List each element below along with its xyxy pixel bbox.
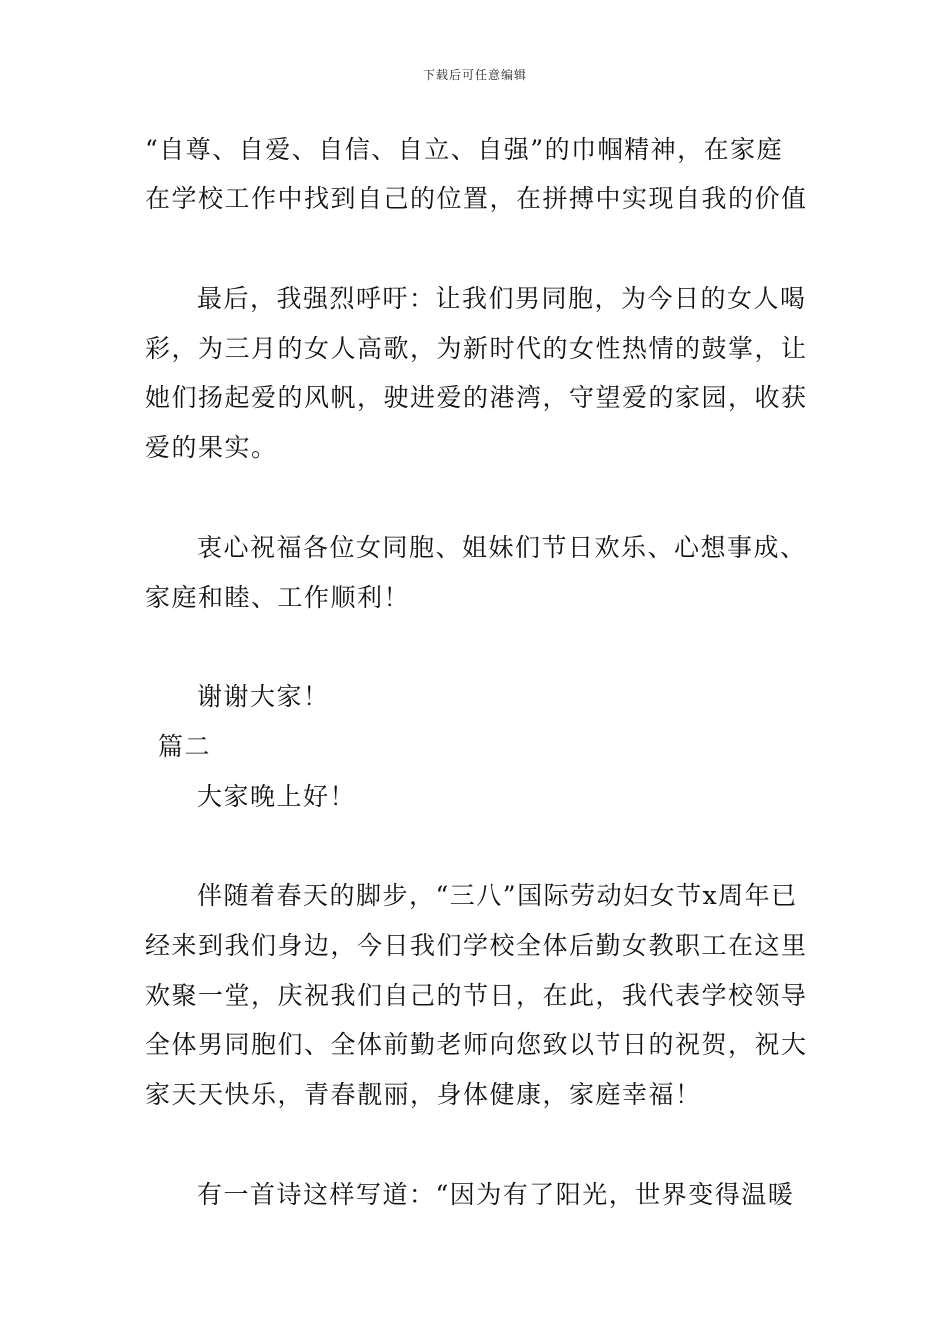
paragraph-first-line: 有一首诗这样写道：“因为有了阳光，世界变得温暖 — [197, 1180, 795, 1209]
body-text-line: 爱的果实。 — [145, 433, 278, 462]
closing-thanks: 谢谢大家！ — [197, 682, 330, 711]
body-text-line: 家庭和睦、工作顺利！ — [145, 583, 411, 612]
body-text-line: 她们扬起爱的风帆，驶进爱的港湾，守望爱的家园，收获 — [145, 383, 808, 412]
greeting-line: 大家晚上好！ — [197, 782, 357, 811]
section-heading: 篇二 — [158, 732, 212, 761]
body-text-line: 彩，为三月的女人高歌，为新时代的女性热情的鼓掌，让 — [145, 334, 808, 363]
paragraph-first-line: 最后，我强烈呼吁：让我们男同胞，为今日的女人喝 — [197, 284, 807, 313]
paragraph-first-line: 伴随着春天的脚步，“三八”国际劳动妇女节x周年已 — [197, 881, 798, 910]
body-text-line: 经来到我们身边，今日我们学校全体后勤女教职工在这里 — [145, 931, 808, 960]
body-text-line: “自尊、自爱、自信、自立、自强”的巾帼精神，在家庭 — [145, 135, 784, 164]
body-text-line: 欢聚一堂，庆祝我们自己的节日，在此，我代表学校领导 — [145, 981, 808, 1010]
paragraph-first-line: 衷心祝福各位女同胞、姐妹们节日欢乐、心想事成、 — [197, 533, 807, 562]
body-text-line: 全体男同胞们、全体前勤老师向您致以节日的祝贺，祝大 — [145, 1030, 808, 1059]
body-text-line: 家天天快乐，青春靓丽，身体健康，家庭幸福！ — [145, 1080, 702, 1109]
body-text-line: 在学校工作中找到自己的位置，在拼搏中实现自我的价值 — [145, 184, 808, 213]
page-header-note: 下载后可任意编辑 — [422, 68, 527, 82]
